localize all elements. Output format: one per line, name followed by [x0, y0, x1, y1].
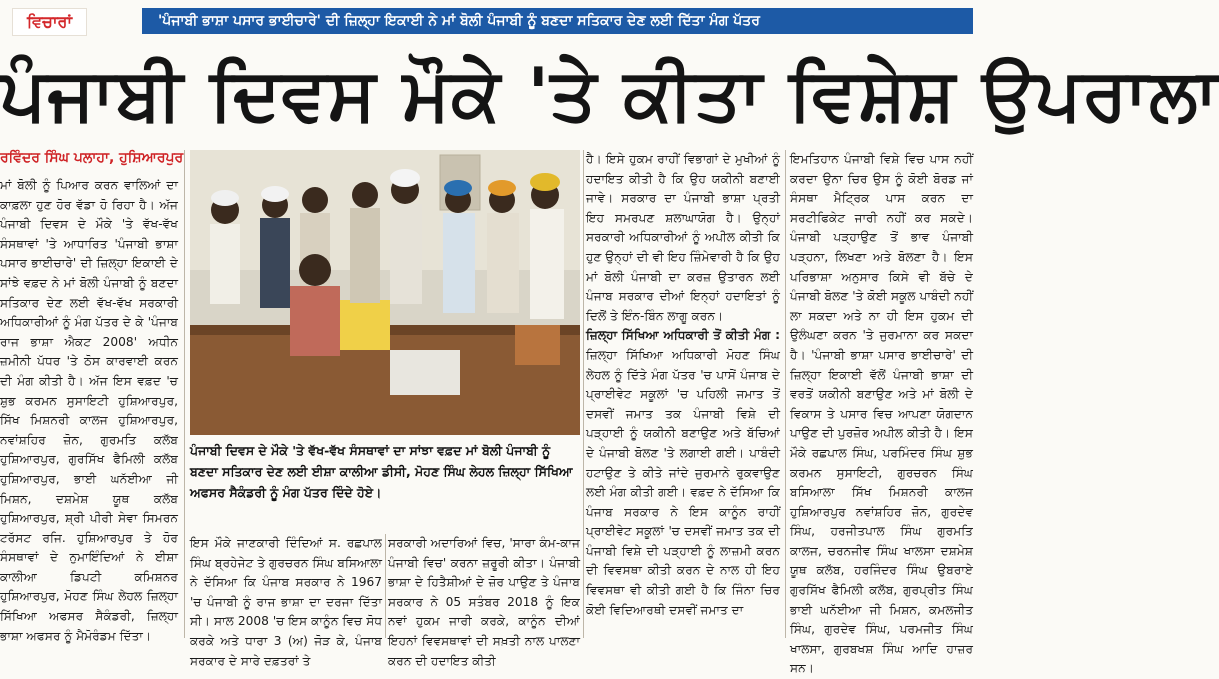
- headline: ਪੰਜਾਬੀ ਦਿਵਸ ਮੌਕੇ 'ਤੇ ਕੀਤਾ ਵਿਸ਼ੇਸ਼ ਉਪਰਾਲਾ: [0, 52, 1219, 136]
- column-divider: [184, 150, 185, 638]
- column-4-text-body: ਜ਼ਿਲ੍ਹਾ ਸਿੱਖਿਆ ਅਧਿਕਾਰੀ ਮੋਹਣ ਸਿੰਘ ਲੇਹਲ ਨੂੰ ਦਿੱਤੇ ਮੰਗ ਪੱਤਰ 'ਚ ਪਾਸੋਂ ਪੰਜਾਬ ਦੇ ਪ੍ਰਾਈਵੇਟ ਸਕੂਲਾਂ 'ਚ ਪਹਿਲੀ ਜਮਾਤ ਤੋਂ ਦਸਵੀਂ ਜਮਾਤ ਤਕ ਪੰਜਾਬੀ ਵਿਸ਼ੇ ਦੀ ਪੜ੍ਹਾਈ ਨੂੰ ਯਕੀਨੀ ਬਣਾਉਣ ਅਤੇ ਬੱਚਿਆਂ ਦੇ ਪੰਜਾਬੀ ਬੋਲਣ 'ਤੇ ਲਗਾਈ ਗਈ। ਪਾਬੰਦੀ ਹਟਾਉਣ ਤੇ ਕੀਤੇ ਜਾਂਦੇ ਜੁਰਮਾਨੇ ਰੁਕਵਾਉਣ ਲਈ ਮੰਗ ਕੀਤੀ ਗਈ। ਵਫ਼ਦ ਨੇ ਦੱਸਿਆ ਕਿ ਪੰਜਾਬ ਸਰਕਾਰ ਨੇ ਇਸ ਕਾਨੂੰਨ ਰਾਹੀਂ ਪ੍ਰਾਈਵੇਟ ਸਕੂਲਾਂ 'ਚ ਦਸਵੀਂ ਜਮਾਤ ਤਕ ਦੀ ਪੰਜਾਬੀ ਵਿਸ਼ੇ ਦੀ ਪੜ੍ਹਾਈ ਨੂੰ ਲਾਜ਼ਮੀ ਕਰਨ ਦੀ ਵਿਵਸਥਾ ਕੀਤੀ ਕਰਨ ਦੇ ਨਾਲ ਹੀ ਇਹ ਵਿਵਸਥਾ ਵੀ ਕੀਤੀ ਗਈ ਹੈ ਕਿ ਜਿੰਨਾ ਚਿਰ ਕੋਈ ਵਿਦਿਆਰਥੀ ਦਸਵੀਂ ਜਮਾਤ ਦਾ: [586, 347, 780, 617]
- article-column-2: [190, 534, 382, 668]
- article-column-4: [586, 150, 780, 638]
- byline: ਰਵਿੰਦਰ ਸਿੰਘ ਪਲਾਹਾ, ਹੁਸ਼ਿਆਰਪੁਰ: [0, 150, 184, 166]
- column-5-text: ਇਮਤਿਹਾਨ ਪੰਜਾਬੀ ਵਿਸ਼ੇ ਵਿਚ ਪਾਸ ਨਹੀਂ ਕਰਦਾ ਉਨਾ ਚਿਰ ਉਸ ਨੂੰ ਕੋਈ ਬੋਰਡ ਜਾਂ ਸੰਸਥਾ ਮੈਟ੍ਰਿਕ ਪਾਸ ਕਰਨ ਦਾ ਸਰਟੀਫਿਕੇਟ ਜਾਰੀ ਨਹੀਂ ਕਰ ਸਕਦੇ। ਪੰਜਾਬੀ ਪੜ੍ਹਾਉਣ ਤੋਂ ਭਾਵ ਪੰਜਾਬੀ ਪੜ੍ਹਨਾ, ਲਿਖਣਾ ਅਤੇ ਬੋਲਣਾ ਹੈ। ਇਸ ਪਰਿਭਾਸ਼ਾ ਅਨੁਸਾਰ ਕਿਸੇ ਵੀ ਬੱਚੇ ਦੇ ਪੰਜਾਬੀ ਬੋਲਣ 'ਤੇ ਕੋਈ ਸਕੂਲ ਪਾਬੰਦੀ ਨਹੀਂ ਲਾ ਸਕਦਾ ਅਤੇ ਨਾ ਹੀ ਇਸ ਹੁਕਮ ਦੀ ਉਲੰਘਣਾ ਕਰਨ 'ਤੇ ਜੁਰਮਾਨਾ ਕਰ ਸਕਦਾ ਹੈ। 'ਪੰਜਾਬੀ ਭਾਸ਼ਾ ਪਸਾਰ ਭਾਈਚਾਰੇ' ਦੀ ਜ਼ਿਲ੍ਹਾ ਇਕਾਈ ਵੱਲੋਂ ਪੰਜਾਬੀ ਭਾਸ਼ਾ ਦੀ ਵਰਤੋਂ ਯਕੀਨੀ ਬਣਾਉਣ ਅਤੇ ਮਾਂ ਬੋਲੀ ਦੇ ਵਿਕਾਸ ਤੇ ਪਸਾਰ ਵਿਚ ਆਪਣਾ ਯੋਗਦਾਨ ਪਾਉਣ ਦੀ ਪੁਰਜ਼ੋਰ ਅਪੀਲ ਕੀਤੀ ਹੈ। ਇਸ ਮੌਕੇ ਰਛਪਾਲ ਸਿੰਘ, ਪਰਮਿੰਦਰ ਸਿੰਘ ਸ਼ੁਭ ਕਰਮਨ ਸੁਸਾਇਟੀ, ਗੁਰਚਰਨ ਸਿੰਘ ਬਸਿਆਲਾ ਸਿੱਖ ਮਿਸ਼ਨਰੀ ਕਾਲਜ ਹੁਸ਼ਿਆਰਪੁਰ ਨਵਾਂਸ਼ਹਿਰ ਜ਼ੋਨ, ਗੁਰਦੇਵ ਸਿੰਘ, ਹਰਜੀਤਪਾਲ ਸਿੰਘ ਗੁਰਮਤਿ ਕਾਲਜ, ਚਰਨਜੀਵ ਸਿੰਘ ਖਾਲਸਾ ਦਸ਼ਮੇਸ਼ ਯੂਥ ਕਲੱਬ, ਹਰਜਿੰਦਰ ਸਿੰਘ ਉਬਰਾਏ ਗੁਰਸਿੱਖ ਫੈਮਿਲੀ ਕਲੱਬ, ਗੁਰਪ੍ਰੀਤ ਸਿੰਘ ਭਾਈ ਘਨੱਈਆ ਜੀ ਮਿਸ਼ਨ, ਕਮਲਜੀਤ ਸਿੰਘ, ਗੁਰਦੇਵ ਸਿੰਘ, ਪਰਮਜੀਤ ਸਿੰਘ ਖਾਲਸਾ, ਗੁਰਬਖਸ਼ ਸਿੰਘ ਆਦਿ ਹਾਜ਼ਰ ਸਨ।: [790, 152, 973, 676]
- column-1-text: ਮਾਂ ਬੋਲੀ ਨੂੰ ਪਿਆਰ ਕਰਨ ਵਾਲਿਆਂ ਦਾ ਕਾਫ਼ਲਾ ਹੁਣ ਹੋਰ ਵੱਡਾ ਹੋ ਰਿਹਾ ਹੈ। ਅੱਜ ਪੰਜਾਬੀ ਦਿਵਸ ਦੇ ਮੌਕੇ 'ਤੇ ਵੱਖ-ਵੱਖ ਸੰਸਥਾਵਾਂ 'ਤੇ ਆਧਾਰਿਤ 'ਪੰਜਾਬੀ ਭਾਸ਼ਾ ਪਸਾਰ ਭਾਈਚਾਰੇ' ਦੀ ਜ਼ਿਲ੍ਹਾ ਇਕਾਈ ਦੇ ਸਾਂਝੇ ਵਫ਼ਦ ਨੇ ਮਾਂ ਬੋਲੀ ਪੰਜਾਬੀ ਨੂੰ ਬਣਦਾ ਸਤਿਕਾਰ ਦੇਣ ਲਈ ਵੱਖ-ਵੱਖ ਸਰਕਾਰੀ ਅਧਿਕਾਰੀਆਂ ਨੂੰ ਮੰਗ ਪੱਤਰ ਦੇ ਕੇ 'ਪੰਜਾਬ ਰਾਜ ਭਾਸ਼ਾ ਐਕਟ 2008' ਅਧੀਨ ਜ਼ਮੀਨੀ ਪੱਧਰ 'ਤੇ ਠੋਸ ਕਾਰਵਾਈ ਕਰਨ ਦੀ ਮੰਗ ਕੀਤੀ ਹੈ। ਅੱਜ ਇਸ ਵਫ਼ਦ 'ਚ ਸ਼ੁਭ ਕਰਮਨ ਸੁਸਾਇਟੀ ਹੁਸ਼ਿਆਰਪੁਰ, ਸਿੱਖ ਮਿਸ਼ਨਰੀ ਕਾਲਜ ਹੁਸ਼ਿਆਰਪੁਰ, ਨਵਾਂਸ਼ਹਿਰ ਜ਼ੋਨ, ਗੁਰਮਤਿ ਕਲੱਬ ਹੁਸ਼ਿਆਰਪੁਰ, ਗੁਰਸਿੱਖ ਫੈਮਿਲੀ ਕਲੱਬ ਹੁਸ਼ਿਆਰਪੁਰ, ਭਾਈ ਘਨੱਈਆ ਜੀ ਮਿਸ਼ਨ, ਦਸ਼ਮੇਸ਼ ਯੂਥ ਕਲੱਬ ਹੁਸ਼ਿਆਰਪੁਰ, ਸ਼੍ਰੀ ਪੀਰੀ ਸੇਵਾ ਸਿਮਰਨ ਟਰੱਸਟ ਰਜਿ. ਹੁਸ਼ਿਆਰਪੁਰ ਤੇ ਹੋਰ ਸੰਸਥਾਵਾਂ ਦੇ ਨੁਮਾਇੰਦਿਆਂ ਨੇ ਈਸ਼ਾ ਕਾਲੀਆ ਡਿਪਟੀ ਕਮਿਸ਼ਨਰ ਹੁਸ਼ਿਆਰਪੁਰ, ਮੋਹਣ ਸਿੰਘ ਲੇਹਲ ਜ਼ਿਲ੍ਹਾ ਸਿੱਖਿਆ ਅਫਸਰ ਸੈਕੰਡਰੀ, ਜ਼ਿਲ੍ਹਾ ਭਾਸ਼ਾ ਅਫਸਰ ਨੂੰ ਮੈਮੋਰੰਡਮ ਦਿੱਤਾ।: [0, 178, 178, 643]
- column-divider: [385, 534, 386, 638]
- article-column-3: [388, 534, 580, 668]
- news-photo: [190, 150, 580, 435]
- section-header: [0, 0, 973, 42]
- article-column-1: [0, 176, 178, 643]
- photo-caption: ਪੰਜਾਬੀ ਦਿਵਸ ਦੇ ਮੌਕੇ 'ਤੇ ਵੱਖ-ਵੱਖ ਸੰਸਥਾਵਾਂ ਦਾ ਸਾਂਝਾ ਵਫ਼ਦ ਮਾਂ ਬੋਲੀ ਪੰਜਾਬੀ ਨੂੰ ਬਣਦਾ ਸਤਿਕਾਰ ਦੇਣ ਲਈ ਈਸ਼ਾ ਕਾਲੀਆ ਡੀਸੀ, ਮੋਹਣ ਸਿੰਘ ਲੇਹਲ ਜ਼ਿਲ੍ਹਾ ਸਿੱਖਿਆ ਅਫਸਰ ਸੈਕੰਡਰੀ ਨੂੰ ਮੰਗ ਪੱਤਰ ਦਿੰਦੇ ਹੋਏ।: [190, 443, 573, 500]
- column-4-text-top: ਹੈ। ਇਸੇ ਹੁਕਮ ਰਾਹੀਂ ਵਿਭਾਗਾਂ ਦੇ ਮੁਖੀਆਂ ਨੂੰ ਹਦਾਇਤ ਕੀਤੀ ਹੈ ਕਿ ਉਹ ਯਕੀਨੀ ਬਣਾਈ ਜਾਵੇ। ਸਰਕਾਰ ਦਾ ਪੰਜਾਬੀ ਭਾਸ਼ਾ ਪ੍ਰਤੀ ਇਹ ਸਮਰਪਣ ਸ਼ਲਾਘਾਯੋਗ ਹੈ। ਉਨ੍ਹਾਂ ਸਰਕਾਰੀ ਅਧਿਕਾਰੀਆਂ ਨੂੰ ਅਪੀਲ ਕੀਤੀ ਕਿ ਹੁਣ ਉਨ੍ਹਾਂ ਦੀ ਵੀ ਇਹ ਜ਼ਿੰਮੇਵਾਰੀ ਹੈ ਕਿ ਉਹ ਮਾਂ ਬੋਲੀ ਪੰਜਾਬੀ ਦਾ ਕਰਜ਼ ਉਤਾਰਨ ਲਈ ਪੰਜਾਬ ਸਰਕਾਰ ਦੀਆਂ ਇਨ੍ਹਾਂ ਹਦਾਇਤਾਂ ਨੂੰ ਦਿਲੋਂ ਤੇ ਇੰਨ-ਬਿੰਨ ਲਾਗੂ ਕਰਨ।: [586, 152, 780, 323]
- kicker-banner: 'ਪੰਜਾਬੀ ਭਾਸ਼ਾ ਪਸਾਰ ਭਾਈਚਾਰੇ' ਦੀ ਜ਼ਿਲ੍ਹਾ ਇਕਾਈ ਨੇ ਮਾਂ ਬੋਲੀ ਪੰਜਾਬੀ ਨੂੰ ਬਣਦਾ ਸਤਿਕਾਰ ਦੇਣ ਲਈ ਦਿੱਤਾ ਮੰਗ ਪੱਤਰ: [142, 8, 973, 34]
- column-divider: [583, 150, 584, 638]
- column-divider: [785, 150, 786, 638]
- article-column-5: [790, 150, 973, 676]
- column-3-text: ਸਰਕਾਰੀ ਅਦਾਰਿਆਂ ਵਿਚ, 'ਸਾਰਾ ਕੰਮ-ਕਾਜ ਪੰਜਾਬੀ ਵਿਚ' ਕਰਨਾ ਜ਼ਰੂਰੀ ਕੀਤਾ। ਪੰਜਾਬੀ ਭਾਸ਼ਾ ਦੇ ਹਿਤੈਸ਼ੀਆਂ ਦੇ ਜ਼ੋਰ ਪਾਉਣ ਤੇ ਪੰਜਾਬ ਸਰਕਾਰ ਨੇ 05 ਸਤੰਬਰ 2018 ਨੂੰ ਇਕ ਨਵਾਂ ਹੁਕਮ ਜਾਰੀ ਕਰਕੇ, ਕਾਨੂੰਨ ਦੀਆਂ ਇਹਨਾਂ ਵਿਵਸਥਾਵਾਂ ਦੀ ਸਖ਼ਤੀ ਨਾਲ ਪਾਲਣਾ ਕਰਨ ਦੀ ਹਦਾਇਤ ਕੀਤੀ: [388, 536, 580, 668]
- column-4-subhead: ਜ਼ਿਲ੍ਹਾ ਸਿੱਖਿਆ ਅਧਿਕਾਰੀ ਤੋਂ ਕੀਤੀ ਮੰਗ :: [586, 328, 780, 343]
- column-2-text: ਇਸ ਮੌਕੇ ਜਾਣਕਾਰੀ ਦਿੰਦਿਆਂ ਸ. ਰਛਪਾਲ ਸਿੰਘ ਬ੍ਰਹੇਜੇਟ ਤੇ ਗੁਰਚਰਨ ਸਿੰਘ ਬਸਿਆਲਾ ਨੇ ਦੱਸਿਆ ਕਿ ਪੰਜਾਬ ਸਰਕਾਰ ਨੇ 1967 'ਚ ਪੰਜਾਬੀ ਨੂੰ ਰਾਜ ਭਾਸ਼ਾ ਦਾ ਦਰਜਾ ਦਿੱਤਾ ਸੀ। ਸਾਲ 2008 'ਚ ਇਸ ਕਾਨੂੰਨ ਵਿਚ ਸੋਧ ਕਰਕੇ ਅਤੇ ਧਾਰਾ 3 (ਅ) ਜੋੜ ਕੇ, ਪੰਜਾਬ ਸਰਕਾਰ ਦੇ ਸਾਰੇ ਦਫ਼ਤਰਾਂ ਤੇ: [190, 536, 382, 668]
- group-photo-icon: [190, 150, 580, 435]
- section-tag: ਵਿਚਾਰਾਂ: [12, 8, 87, 36]
